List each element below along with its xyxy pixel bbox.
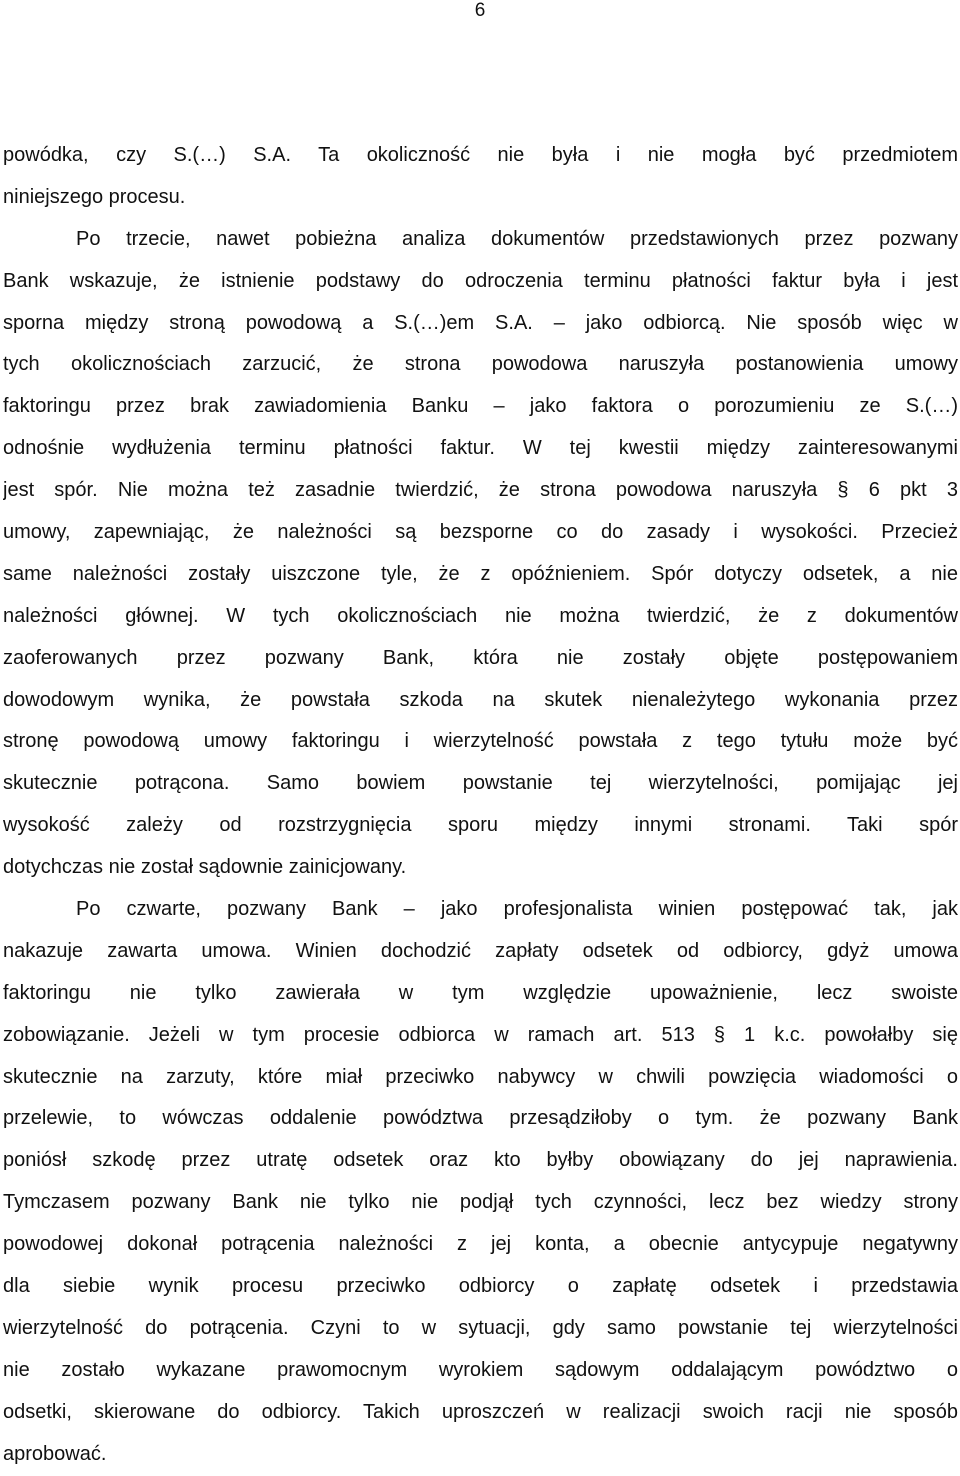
- text-line: należności głównej. W tych okolicznościach nie można twierdzić, że z dokumentów: [3, 604, 958, 627]
- text-line: odsetki, skierowane do odbiorcy. Takich uproszczeń w realizacji swoich racji nie sposób: [3, 1400, 958, 1423]
- text-line: zaoferowanych przez pozwany Bank, która nie zostały objęte postępowaniem: [3, 646, 958, 669]
- text-line: dla siebie wynik procesu przeciwko odbiorcy o zapłatę odsetek i przedstawia: [3, 1275, 958, 1298]
- text-line: zobowiązanie. Jeżeli w tym procesie odbiorca w ramach art. 513 § 1 k.c. powołałby się: [3, 1023, 958, 1046]
- text-line: powodowej dokonał potrącenia należności z jej konta, a obecnie antycypuje negatywny: [3, 1233, 958, 1256]
- text-line: wierzytelność do potrącenia. Czyni to w sytuacji, gdy samo powstanie tej wierzytelności: [3, 1316, 958, 1339]
- text-line: Tymczasem pozwany Bank nie tylko nie podjął tych czynności, lecz bez wiedzy strony: [3, 1191, 958, 1214]
- text-line: aprobować.: [3, 1442, 107, 1465]
- text-line: przelewie, to wówczas oddalenie powództwa przesądziłoby o tym. że pozwany Bank: [3, 1107, 958, 1130]
- text-line: same należności zostały uiszczone tyle, że z opóźnieniem. Spór dotyczy odsetek, a nie: [3, 562, 958, 585]
- text-line: faktoringu nie tylko zawierała w tym względzie upoważnienie, lecz swoiste: [3, 981, 958, 1004]
- text-line: faktoringu przez brak zawiadomienia Banku – jako faktora o porozumieniu ze S.(…): [3, 395, 958, 418]
- text-line: nie zostało wykazane prawomocnym wyrokiem sądowym oddalającym powództwo o: [3, 1358, 958, 1381]
- text-line: niniejszego procesu.: [3, 185, 186, 208]
- text-line: sporna między stroną powodową a S.(…)em S.A. – jako odbiorcą. Nie sposób więc w: [3, 311, 958, 334]
- text-line: nakazuje zawarta umowa. Winien dochodzić zapłaty odsetek od odbiorcy, gdyż umowa: [3, 939, 958, 962]
- text-line: stronę powodową umowy faktoringu i wierzytelność powstała z tego tytułu może być: [3, 730, 958, 753]
- text-line: dotychczas nie został sądownie zainicjowany.: [3, 856, 407, 879]
- text-line: poniósł szkodę przez utratę odsetek oraz kto byłby obowiązany do jej naprawienia.: [3, 1149, 958, 1172]
- text-line: odnośnie wydłużenia terminu płatności faktur. W tej kwestii między zainteresowanymi: [3, 437, 958, 460]
- document-body: [3, 135, 958, 1476]
- text-line: Po czwarte, pozwany Bank – jako profesjonalista winien postępować tak, jak: [76, 898, 958, 921]
- page-number: 6: [474, 0, 486, 21]
- text-line: skutecznie na zarzuty, które miał przeciwko nabywcy w chwili powzięcia wiadomości o: [3, 1065, 958, 1088]
- text-line: Bank wskazuje, że istnienie podstawy do odroczenia terminu płatności faktur była i jest: [3, 269, 958, 292]
- text-line: wysokość zależy od rozstrzygnięcia sporu między innymi stronami. Taki spór: [3, 814, 958, 837]
- text-line: jest spór. Nie można też zasadnie twierdzić, że strona powodowa naruszyła § 6 pkt 3: [3, 479, 958, 502]
- text-line: umowy, zapewniając, że należności są bezsporne co do zasady i wysokości. Przecież: [3, 521, 958, 544]
- text-line: skutecznie potrącona. Samo bowiem powstanie tej wierzytelności, pomijając jej: [3, 772, 958, 795]
- text-line: Po trzecie, nawet pobieżna analiza dokumentów przedstawionych przez pozwany: [76, 227, 958, 250]
- text-line: tych okolicznościach zarzucić, że strona powodowa naruszyła postanowienia umowy: [3, 353, 958, 376]
- text-line: powódka, czy S.(…) S.A. Ta okoliczność nie była i nie mogła być przedmiotem: [3, 144, 958, 166]
- text-line: dowodowym wynika, że powstała szkoda na skutek nienależytego wykonania przez: [3, 688, 958, 711]
